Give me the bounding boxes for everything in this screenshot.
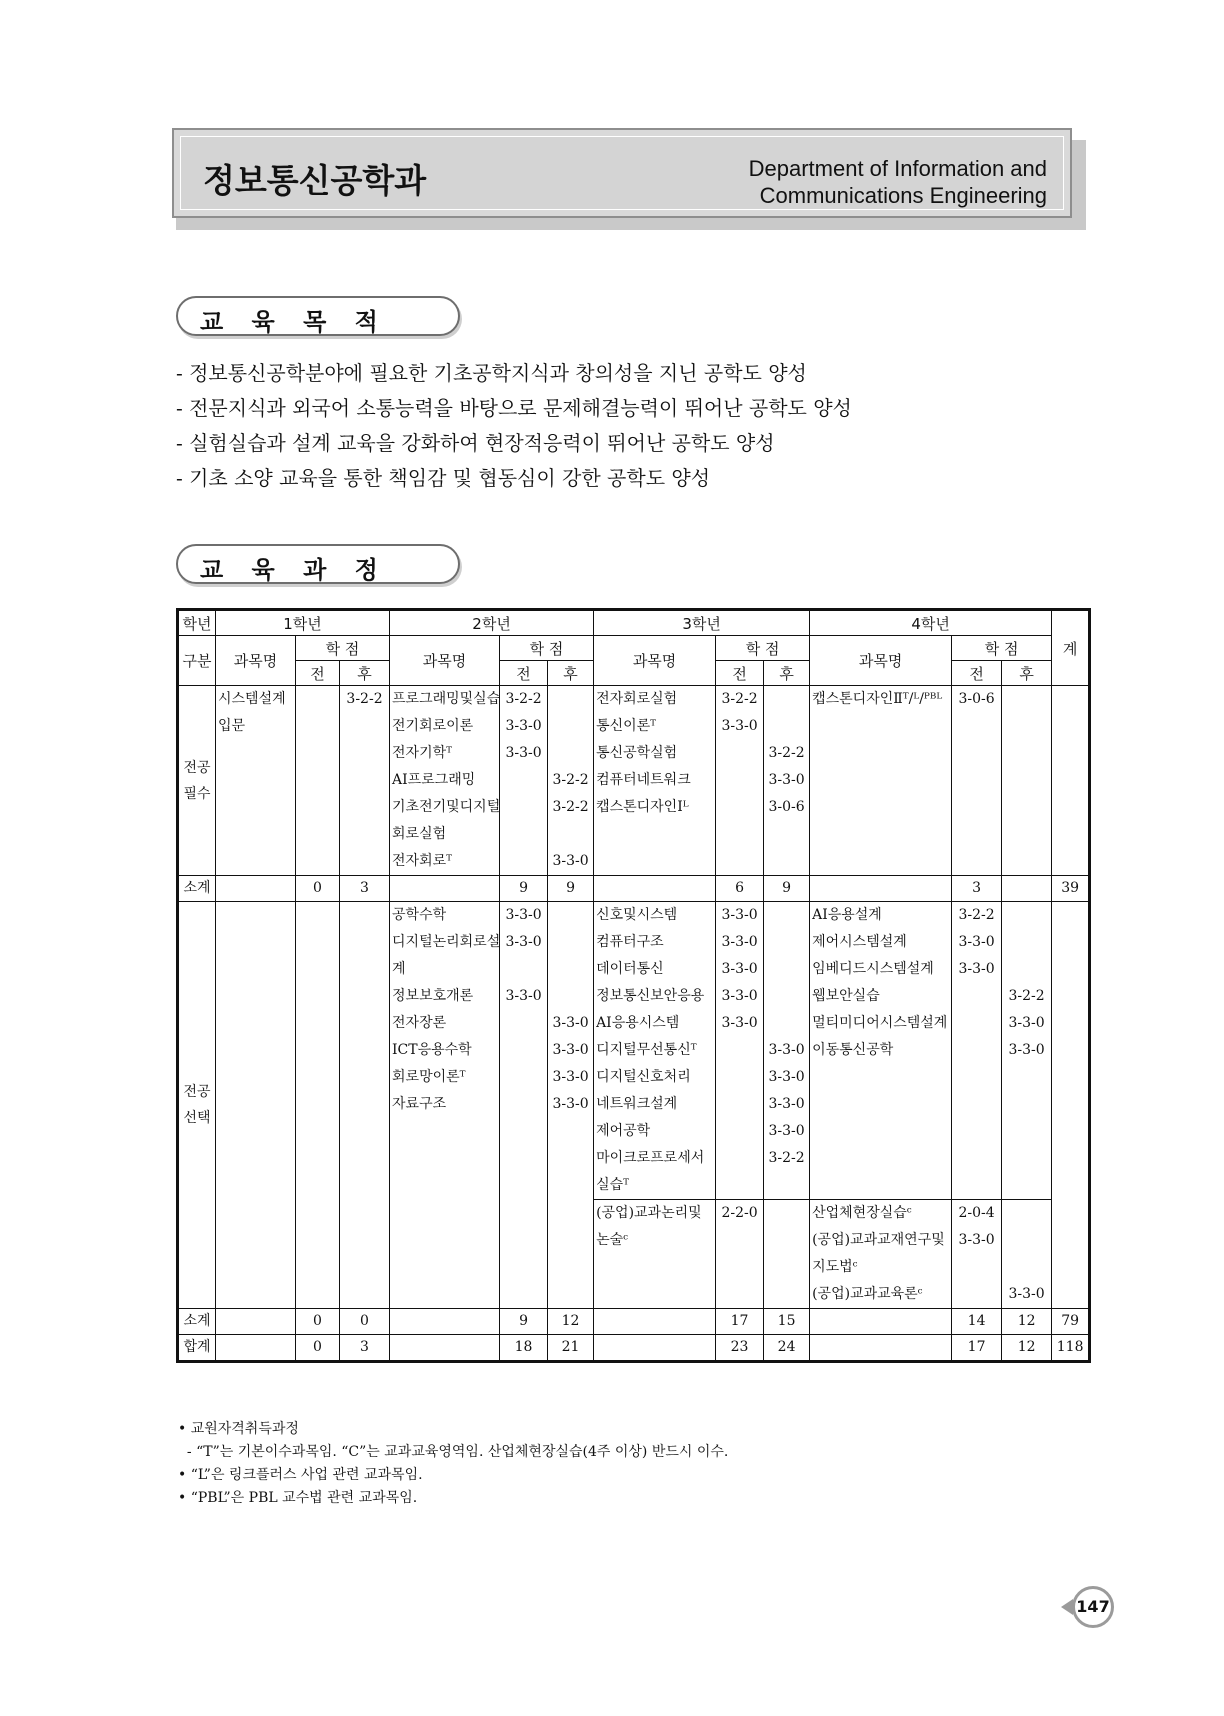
cell-line (1004, 1254, 1049, 1281)
y1-elective-courses (216, 902, 296, 1309)
cell-line (550, 929, 591, 956)
cell-line: 제어시스템설계 (812, 934, 907, 950)
cell-line: 공학수학 (392, 907, 447, 923)
y4-required-first (952, 686, 1002, 876)
cell-line (502, 794, 545, 821)
header-second: 후 (1002, 661, 1052, 686)
required-row (178, 686, 1090, 876)
grand-total-value: 24 (764, 1335, 810, 1362)
cell-line: 산업체현장실습ᶜ (812, 1205, 912, 1221)
objectives-heading-text: 교 육 목 적 (200, 308, 388, 336)
category-elective (178, 902, 216, 1309)
cell-line: 3-3-0 (1008, 1042, 1045, 1058)
header-second: 후 (764, 661, 810, 686)
empty-cell (594, 876, 716, 902)
objective-item: - 정보통신공학분야에 필요한 기초공학지식과 창의성을 지닌 공학도 양성 (176, 361, 807, 385)
cell-line (766, 1227, 807, 1254)
cell-line (502, 1091, 545, 1118)
cell-line (502, 956, 545, 983)
cell-line: 3-2-2 (958, 907, 995, 923)
subtotal-total: 79 (1052, 1309, 1090, 1335)
cell-line: 3-3-0 (552, 1069, 589, 1085)
cell-line (766, 983, 807, 1010)
cell-line (718, 767, 761, 794)
cell-line: 3-2-2 (552, 772, 589, 788)
y2-required-courses (390, 686, 500, 876)
header-category: 구분 (178, 636, 216, 686)
cell-line: 데이터통신 (596, 961, 664, 977)
cell-line: 3-3-0 (768, 1069, 805, 1085)
header-second: 후 (548, 661, 594, 686)
header-course-y2: 과목명 (390, 636, 500, 686)
cell-line: 3-0-6 (768, 799, 805, 815)
grand-total-value: 17 (952, 1335, 1002, 1362)
cell-line (954, 1254, 999, 1281)
y2-elective-first (500, 902, 548, 1309)
header-year4: 4학년 (810, 610, 1052, 636)
grand-total-label: 합계 (178, 1335, 216, 1362)
subtotal-value: 0 (296, 876, 340, 902)
cell-line (718, 1172, 761, 1199)
y4-required-second (1002, 686, 1052, 876)
cell-line (766, 1010, 807, 1037)
cell-line: 3-2-2 (768, 1150, 805, 1166)
y2-required-first (500, 686, 548, 876)
cell-line: 2-0-4 (958, 1205, 995, 1221)
curriculum-heading (176, 544, 460, 584)
header-first: 전 (296, 661, 340, 686)
grand-total-total: 118 (1052, 1335, 1090, 1362)
elective-total-empty (1052, 902, 1090, 1309)
cell-line: 계 (392, 961, 406, 977)
cell-line (718, 740, 761, 767)
cell-line (1004, 902, 1049, 929)
cell-line: 제어공학 (596, 1123, 651, 1139)
cell-line (718, 1037, 761, 1064)
cell-line: 3-3-0 (552, 853, 589, 869)
subtotal-label: 소계 (178, 876, 216, 902)
category-label: 선택 (183, 1110, 211, 1126)
objectives-list (176, 356, 852, 496)
empty-cell (390, 876, 500, 902)
cell-line: 시스템설계 (218, 691, 286, 707)
cell-line: 3-2-2 (505, 691, 542, 707)
objective-item: - 전문지식과 외국어 소통능력을 바탕으로 문제해결능력이 뛰어난 공학도 양성 (176, 396, 852, 420)
y3-required-courses (594, 686, 716, 876)
objective-item: - 실험실습과 설계 교육을 강화하여 현장적응력이 뛰어난 공학도 양성 (176, 431, 775, 455)
cell-line: 컴퓨터구조 (596, 934, 664, 950)
cell-line: 캡스톤디자인Ⅰᴸ (596, 799, 689, 815)
category-required (178, 686, 216, 876)
cell-line (954, 1281, 999, 1308)
y4-teacher-second (1002, 1200, 1052, 1309)
cell-line (766, 929, 807, 956)
subtotal-value: 3 (340, 876, 390, 902)
header-course-y1: 과목명 (216, 636, 296, 686)
cell-line (1004, 1200, 1049, 1227)
department-title-english-line2: Communications Engineering (759, 183, 1047, 208)
cell-line (550, 983, 591, 1010)
header-credit-y2: 학 점 (500, 636, 594, 661)
subtotal-label: 소계 (178, 1309, 216, 1335)
objectives-heading (176, 296, 460, 336)
cell-line: 프로그래밍및실습 (392, 691, 501, 707)
header-year2: 2학년 (390, 610, 594, 636)
cell-line: (공업)교과교재연구및 (812, 1232, 945, 1248)
cell-line (502, 1064, 545, 1091)
footnotes (178, 1418, 728, 1510)
cell-line: 3-3-0 (552, 1096, 589, 1112)
grand-total-value: 0 (296, 1335, 340, 1362)
header-total: 계 (1052, 610, 1090, 686)
curriculum-table (176, 608, 1091, 1363)
cell-line: 3-3-0 (552, 1042, 589, 1058)
cell-line: 3-3-0 (768, 1123, 805, 1139)
footnote: • “L”은 링크플러스 사업 관련 교과목임. (178, 1467, 423, 1483)
cell-line: 3-3-0 (721, 1015, 758, 1031)
header-first: 전 (952, 661, 1002, 686)
cell-line: 회로실험 (392, 826, 447, 842)
subtotal-value: 17 (716, 1309, 764, 1335)
cell-line (766, 1172, 807, 1199)
cell-line: 이동통신공학 (812, 1042, 894, 1058)
cell-line: 3-3-0 (768, 1096, 805, 1112)
cell-line (954, 1037, 999, 1064)
cell-line: 3-2-2 (721, 691, 758, 707)
cell-line: 전자기학ᵀ (392, 745, 453, 761)
curriculum-heading-text: 교 육 과 정 (200, 556, 388, 584)
subtotal-value: 9 (500, 876, 548, 902)
y4-teacher-courses (810, 1200, 952, 1309)
cell-line: 실습ᵀ (596, 1177, 629, 1193)
cell-line (1004, 956, 1049, 983)
elective-row (178, 902, 1090, 1200)
cell-line: 임베디드시스템설계 (812, 961, 934, 977)
cell-line: 3-3-0 (721, 934, 758, 950)
cell-line (502, 848, 545, 875)
department-banner (172, 128, 1072, 218)
cell-line: 2-2-0 (721, 1205, 758, 1221)
cell-line: 멀티미디어시스템설계 (812, 1015, 948, 1031)
cell-line (766, 902, 807, 929)
cell-line (718, 1064, 761, 1091)
cell-line: 3-3-0 (721, 988, 758, 1004)
empty-cell (594, 1335, 716, 1362)
cell-line: 자료구조 (392, 1096, 447, 1112)
y4-elective-second (1002, 902, 1052, 1200)
y1-elective-second (340, 902, 390, 1309)
y2-required-second (548, 686, 594, 876)
category-label: 전공 (183, 759, 211, 776)
cell-line (718, 1118, 761, 1145)
footnote: • 교원자격취득과정 (178, 1421, 299, 1437)
empty-cell (216, 1335, 296, 1362)
banner-inner (180, 136, 1064, 210)
department-title-english-line1: Department of Information and (748, 156, 1047, 181)
cell-line (550, 902, 591, 929)
cell-line: 기초전기및디지털 (392, 799, 501, 815)
y2-elective-courses (390, 902, 500, 1309)
y2-elective-second (548, 902, 594, 1309)
cell-line (954, 983, 999, 1010)
subtotal-value: 14 (952, 1309, 1002, 1335)
y4-elective-first (952, 902, 1002, 1200)
subtotal-value: 3 (952, 876, 1002, 902)
header-course-y4: 과목명 (810, 636, 952, 686)
cell-line: 3-2-2 (346, 691, 383, 707)
y3-required-second (764, 686, 810, 876)
cell-line: 디지털논리회로설 (392, 934, 501, 950)
cell-line (718, 1227, 761, 1254)
cell-line: (공업)교과교육론ᶜ (812, 1286, 923, 1302)
cell-line: 웹보안실습 (812, 988, 880, 1004)
subtotal-value: 0 (296, 1309, 340, 1335)
subtotal-value: 9 (764, 876, 810, 902)
cell-line: 3-2-2 (768, 745, 805, 761)
empty-cell (216, 876, 296, 902)
y1-required-second (340, 686, 390, 876)
cell-line: 3-3-0 (1008, 1015, 1045, 1031)
cell-line (550, 713, 591, 740)
cell-line: 3-3-0 (1008, 1286, 1045, 1302)
y4-elective-courses (810, 902, 952, 1200)
subtotal-value: 15 (764, 1309, 810, 1335)
grand-total-row (178, 1335, 1090, 1362)
y1-required-courses (216, 686, 296, 876)
y1-elective-first (296, 902, 340, 1309)
cell-line (550, 686, 591, 713)
cell-line: 3-3-0 (505, 907, 542, 923)
department-title-english (749, 155, 1047, 209)
objective-item: - 기초 소양 교육을 통한 책임감 및 협동심이 강한 공학도 양성 (176, 466, 711, 490)
cell-line (298, 686, 337, 713)
cell-line: 3-3-0 (505, 745, 542, 761)
cell-line: 3-3-0 (552, 1015, 589, 1031)
cell-line (550, 821, 591, 848)
y3-teacher-first (716, 1200, 764, 1309)
subtotal-value (1002, 876, 1052, 902)
subtotal-value: 12 (548, 1309, 594, 1335)
cell-line (1004, 686, 1049, 713)
cell-line (954, 1010, 999, 1037)
footnote: • “PBL”은 PBL 교수법 관련 교과목임. (178, 1490, 418, 1506)
category-label: 필수 (183, 785, 211, 802)
grand-total-value: 12 (1002, 1335, 1052, 1362)
page-number: 147 (1072, 1586, 1114, 1628)
cell-line: 정보통신보안응용 (596, 988, 705, 1004)
cell-line: AI프로그래밍 (392, 772, 476, 788)
cell-line: 3-2-2 (552, 799, 589, 815)
cell-line: 정보보호개론 (392, 988, 474, 1004)
cell-line (718, 794, 761, 821)
cell-line (502, 1037, 545, 1064)
cell-line (1004, 1227, 1049, 1254)
subtotal-row (178, 1309, 1090, 1335)
cell-line (766, 956, 807, 983)
header-course-y3: 과목명 (594, 636, 716, 686)
y4-teacher-first (952, 1200, 1002, 1309)
cell-line (766, 1200, 807, 1227)
cell-line (550, 740, 591, 767)
cell-line: 캡스톤디자인Ⅱᵀ/ᴸ/ᴾᴮᴸ (812, 691, 943, 707)
cell-line (502, 767, 545, 794)
grand-total-value: 23 (716, 1335, 764, 1362)
cell-line: 마이크로프로세서 (596, 1150, 705, 1166)
cell-line: 3-3-0 (958, 961, 995, 977)
subtotal-value: 9 (500, 1309, 548, 1335)
cell-line: 3-3-0 (768, 772, 805, 788)
empty-cell (810, 876, 952, 902)
cell-line: 3-3-0 (721, 907, 758, 923)
empty-cell (390, 1335, 500, 1362)
y3-elective-courses (594, 902, 716, 1200)
cell-line (718, 1091, 761, 1118)
cell-line: 3-3-0 (505, 934, 542, 950)
cell-line: 3-3-0 (958, 1232, 995, 1248)
cell-line (766, 713, 807, 740)
cell-line (502, 1010, 545, 1037)
header-first: 전 (716, 661, 764, 686)
empty-cell (390, 1309, 500, 1335)
header-year: 학년 (178, 610, 216, 636)
cell-line: 전기회로이론 (392, 718, 474, 734)
footnote: - “T”는 기본이수과목임. “C”는 교과교육영역임. 산업체현장실습(4주 이상) 반드시 이수. (178, 1444, 729, 1460)
y3-elective-first (716, 902, 764, 1200)
subtotal-total: 39 (1052, 876, 1090, 902)
cell-line: 입문 (218, 718, 246, 734)
cell-line: (공업)교과논리및 (596, 1205, 702, 1221)
cell-line: 전자회로ᵀ (392, 853, 453, 869)
cell-line: ICT응용수학 (392, 1042, 472, 1058)
cell-line: 지도법ᶜ (812, 1259, 858, 1275)
header-credit-y4: 학 점 (952, 636, 1052, 661)
grand-total-value: 3 (340, 1335, 390, 1362)
cell-line: 네트워크설계 (596, 1096, 678, 1112)
cell-line: 디지털신호처리 (596, 1069, 691, 1085)
cell-line: 디지털무선통신ᵀ (596, 1042, 697, 1058)
grand-total-value: 18 (500, 1335, 548, 1362)
subtotal-row (178, 876, 1090, 902)
subtotal-value: 12 (1002, 1309, 1052, 1335)
empty-cell (216, 1309, 296, 1335)
cell-line: 3-3-0 (505, 718, 542, 734)
y3-teacher-courses (594, 1200, 716, 1309)
cell-line: AI응용시스템 (596, 1015, 680, 1031)
cell-line: AI응용설계 (812, 907, 882, 923)
y3-teacher-second (764, 1200, 810, 1309)
y3-elective-second (764, 902, 810, 1200)
cell-line: 논술ᶜ (596, 1232, 628, 1248)
cell-line: 통신공학실험 (596, 745, 678, 761)
cell-line (550, 956, 591, 983)
department-title-korean: 정보통신공학과 (203, 161, 427, 200)
empty-cell (594, 1309, 716, 1335)
cell-line: 전자장론 (392, 1015, 447, 1031)
cell-line: 3-3-0 (721, 961, 758, 977)
header-first: 전 (500, 661, 548, 686)
empty-cell (810, 1335, 952, 1362)
subtotal-value: 6 (716, 876, 764, 902)
cell-line (766, 686, 807, 713)
cell-line: 3-3-0 (721, 718, 758, 734)
cell-line (718, 1145, 761, 1172)
header-credit-y3: 학 점 (716, 636, 810, 661)
grand-total-value: 21 (548, 1335, 594, 1362)
cell-line: 신호및시스템 (596, 907, 678, 923)
cell-line: 3-3-0 (768, 1042, 805, 1058)
cell-line: 회로망이론ᵀ (392, 1069, 466, 1085)
y3-required-first (716, 686, 764, 876)
empty-cell (810, 1309, 952, 1335)
cell-line: 컴퓨터네트워크 (596, 772, 691, 788)
cell-line: 통신이론ᵀ (596, 718, 657, 734)
y1-required-first (296, 686, 340, 876)
cell-line: 3-2-2 (1008, 988, 1045, 1004)
cell-line: 3-3-0 (958, 934, 995, 950)
cell-line: 3-0-6 (958, 691, 995, 707)
cell-line (1004, 929, 1049, 956)
cell-line: 전자회로실험 (596, 691, 678, 707)
y4-required-courses (810, 686, 952, 876)
required-total-empty (1052, 686, 1090, 876)
header-second: 후 (340, 661, 390, 686)
cell-line (502, 821, 545, 848)
subtotal-value: 0 (340, 1309, 390, 1335)
subtotal-value: 9 (548, 876, 594, 902)
category-label: 전공 (183, 1084, 211, 1100)
cell-line: 3-3-0 (505, 988, 542, 1004)
header-year1: 1학년 (216, 610, 390, 636)
header-year3: 3학년 (594, 610, 810, 636)
header-credit-y1: 학 점 (296, 636, 390, 661)
